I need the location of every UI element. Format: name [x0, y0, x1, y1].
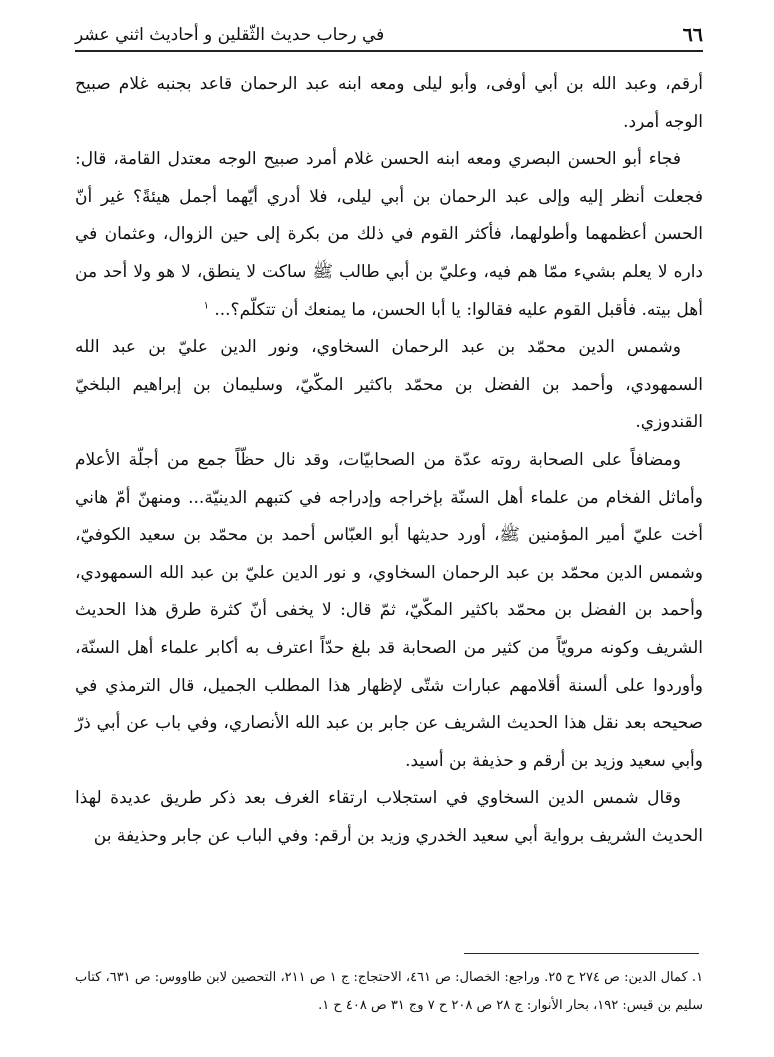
footnote-1: ١. كمال الدين: ص ٢٧٤ ح ٢٥. وراجع: الخصال: ص ٤٦١، الاحتجاج: ج ١ ص ٢١١، التحصين لابن طاووس: ص ٦٣١، كتاب سليم بن قيس: ١٩٢، بحار الأنوار: ج ٢٨ ص ٢٠٨ ح ٧ وج ٣١ ص ٤٠٨ ح ١. [75, 970, 704, 1013]
paragraph-2-text: فجاء أبو الحسن البصري ومعه ابنه الحسن غلام أمرد صبيح الوجه معتدل القامة، قال: فجعلت أنظر إليه وإلى عبد الرحمان بن أبي ليلى، فلا أدري أيّهما أجمل هيئةً؟ غير أنّ الحسن أعظمهما وأطولهما، فأكثر القوم في ذلك من بكرة إلى حين الزوال، وعثمان في داره لا يعلم بشيء ممّا هم فيه، وعليّ بن أبي طالب ﷺ ساكت لا ينطق، لا هو ولا أحد من أهل بيته. فأقبل القوم عليه فقالوا: يا أبا الحسن، ما يمنعك أن تتكلّم؟... [75, 149, 703, 320]
body-text [75, 66, 703, 855]
footnote-divider [464, 953, 699, 954]
paragraph-2 [75, 141, 703, 329]
paragraph-4: ومضافاً على الصحابة روته عدّة من الصحابيّات، وقد نال حظّاً جمع من أجلّة الأعلام وأماثل الفخام من علماء أهل السنّة بإخراجه وإدراجه في كتبهم الدينيّة... ومنهنّ أمّ هاني أخت عليّ أمير المؤمنين ﷺ، أورد حديثها أبو العبّاس أحمد بن محمّد بن سعيد الكوفيّ، وشمس الدين محمّد بن عبد الرحمان السخاوي، و نور الدين عليّ بن عبد الله السمهودي، وأحمد بن الفضل بن محمّد باكثير المكّيّ، ثمّ قال: لا يخفى أنّ كثرة طرق هذا الحديث الشريف وكونه مرويّاً من كثير من الصحابة قد بلغ حدّاً اعترف به أكابر علماء أهل السنّة، وأوردوا على ألسنة أقلامهم عبارات شتّى لإظهار هذا المطلب الجميل، قال الترمذي في صحيحه بعد نقل هذا الحديث الشريف عن جابر بن عبد الله الأنصاري، وفي باب عن أبي ذرّ وأبي سعيد وزيد بن أرقم و حذيفة بن أسيد. [75, 449, 703, 771]
page-header [75, 16, 703, 52]
footnotes [75, 964, 703, 1020]
paragraph-3: وشمس الدين محمّد بن عبد الرحمان السخاوي، ونور الدين عليّ بن عبد الله السمهودي، وأحمد بن الفضل بن محمّد باكثير المكّيّ، وسليمان بن إبراهيم البلخيّ القندوزي. [75, 337, 703, 433]
running-title: في رحاب حديث الثّقلين و أحاديث اثني عشر [75, 25, 385, 45]
paragraph-5: وقال شمس الدين السخاوي في استجلاب ارتقاء الغرف بعد ذكر طريق عديدة لهذا الحديث الشريف برواية أبي سعيد الخدري وزيد بن أرقم: وفي الباب عن جابر وحذيفة بن [75, 788, 703, 846]
paragraph-1: أرقم، وعبد الله بن أبي أوفى، وأبو ليلى ومعه ابنه عبد الرحمان قاعد بجنبه غلام صبيح الوجه أمرد. [75, 74, 703, 132]
footnote-reference[interactable]: ١ [203, 299, 209, 311]
page-number: ٦٦ [682, 24, 703, 46]
